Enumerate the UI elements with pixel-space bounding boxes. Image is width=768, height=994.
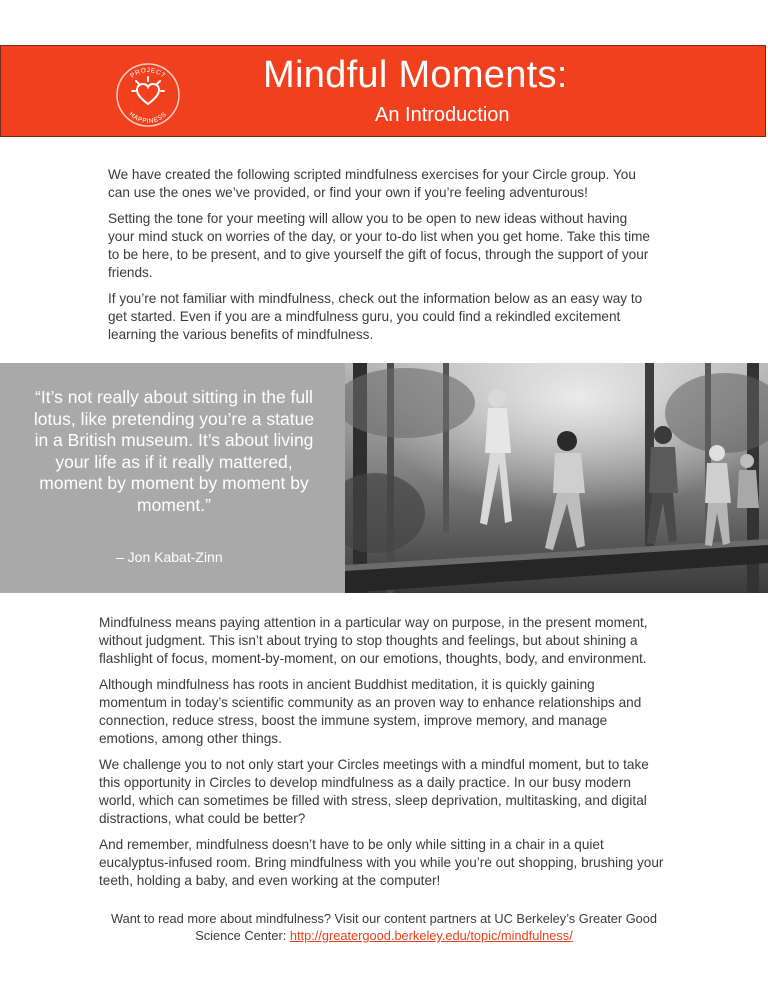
body-paragraph: We challenge you to not only start your Circles meetings with a mindful moment, but to take this opportunity in Circles to develop mindfulness as a daily practice. In our busy modern world, which can sometimes be filled with stress, sleep deprivation, multitasking, and digital distractions, what could be better? bbox=[99, 757, 649, 826]
page-title: Mindful Moments: bbox=[263, 54, 568, 96]
quote-text: “It’s not really about sitting in the full lotus, like pretending you’re a statue in a British museum. It’s about living your life as if it really mattered, moment by moment by moment by moment.” bbox=[33, 387, 315, 515]
body-paragraph: Mindfulness means paying attention in a particular way on purpose, in the present moment, without judgment. This isn’t about trying to stop thoughts and feelings, but about shining a flashlight of focus, moment-by-moment, on our emotions, thoughts, body, and environment. bbox=[99, 615, 648, 666]
logo-bottom-text: HAPPINESS bbox=[127, 110, 169, 126]
body-paragraph: And remember, mindfulness doesn’t have to be only while sitting in a chair in a quiet eucalyptus-infused room. Bring mindfulness with you while you’re out shopping, brushing your teeth, holding a baby, and even working at the computer! bbox=[99, 837, 664, 888]
greatergood-link[interactable]: http://greatergood.berkeley.edu/topic/mindfulness/ bbox=[289, 928, 573, 943]
logo-top-text: PROJECT bbox=[129, 66, 167, 80]
quote-panel bbox=[0, 363, 345, 593]
intro-paragraph: We have created the following scripted mindfulness exercises for your Circle group. You can use the ones we’ve provided, or find your own if you’re feeling adventurous! bbox=[108, 167, 636, 200]
intro-section bbox=[108, 166, 656, 352]
footer-note bbox=[104, 910, 664, 944]
body-paragraph: Although mindfulness has roots in ancient Buddhist meditation, it is quickly gaining momentum in today’s scientific community as an proven way to enhance relationships and connection, reduce stress, boost the immune system, improve memory, and manage emotions, among other things. bbox=[99, 677, 642, 746]
heart-sun-icon bbox=[132, 77, 164, 104]
page-subtitle: An Introduction bbox=[375, 104, 510, 126]
forest-hikers-photo bbox=[345, 363, 768, 593]
header-banner bbox=[0, 45, 766, 137]
intro-paragraph: Setting the tone for your meeting will allow you to be open to new ideas without having your mind stuck on worries of the day, or your to-do list when you get home. Take this time to be here, to be present, and to give yourself the gift of focus, through the support of your friends. bbox=[108, 211, 650, 280]
project-happiness-logo bbox=[113, 60, 183, 130]
intro-paragraph: If you’re not familiar with mindfulness, check out the information below as an easy way to get started. Even if you are a mindfulness guru, you could find a rekindled excitement learning the various benefits of mindfulness. bbox=[108, 291, 643, 342]
body-section bbox=[99, 614, 665, 898]
quote-author: – Jon Kabat-Zinn bbox=[116, 549, 223, 565]
footer-text: Want to read more about mindfulness? Visit our content partners at UC Berkeley’s Greater Good Science Center: bbox=[110, 911, 658, 943]
